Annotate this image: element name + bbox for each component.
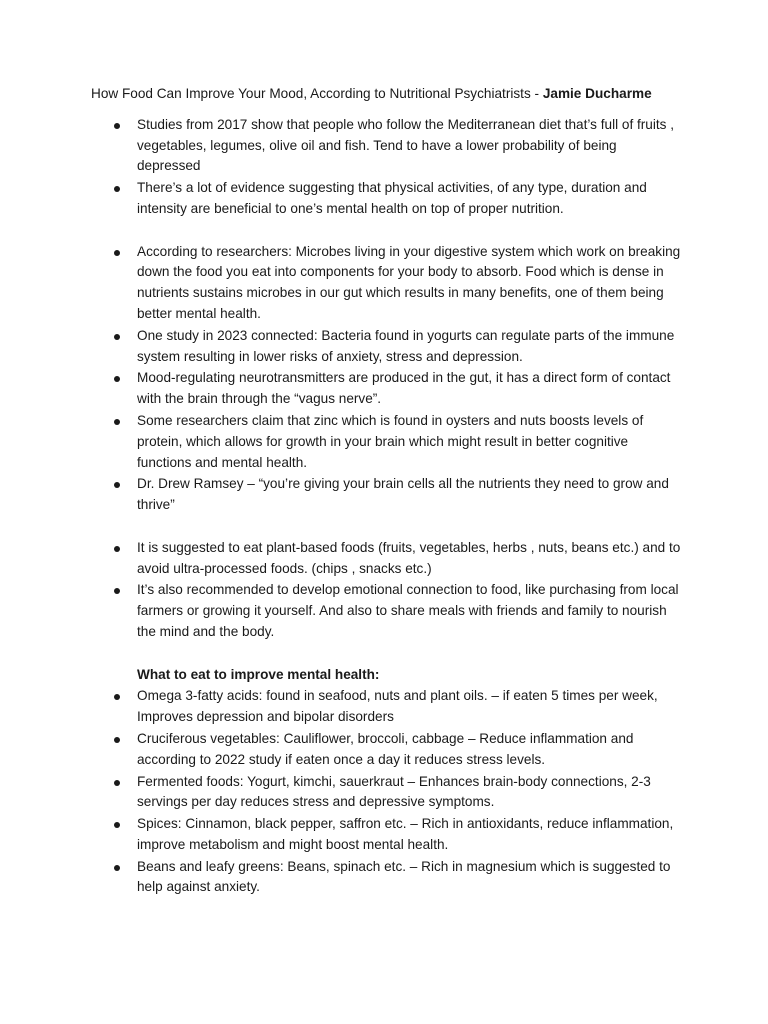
section-heading: What to eat to improve mental health:	[137, 666, 380, 682]
bullet-list-gut-brain	[91, 242, 683, 516]
document-title	[91, 84, 683, 105]
list-item: It’s also recommended to develop emotional connection to food, like purchasing from local farmers or growing it yourself. And also to share meals with friends and family to nourish the mind and the body.	[91, 580, 683, 642]
list-item: Dr. Drew Ramsey – “you’re giving your brain cells all the nutrients they need to grow and thrive”	[91, 474, 683, 516]
bullet-list-research	[91, 115, 683, 220]
list-item: Some researchers claim that zinc which is found in oysters and nuts boosts levels of protein, which allows for growth in your brain which might result in better cognitive functions and mental health.	[91, 411, 683, 473]
list-item: Omega 3-fatty acids: found in seafood, nuts and plant oils. – if eaten 5 times per week, Improves depression and bipolar disorders	[91, 686, 683, 728]
bullet-list-recommendations	[91, 538, 683, 643]
bullet-list-foods	[91, 686, 683, 898]
list-item: Cruciferous vegetables: Cauliflower, broccoli, cabbage – Reduce inflammation and according to 2022 study if eaten once a day it reduces stress levels.	[91, 729, 683, 771]
list-item: Mood-regulating neurotransmitters are produced in the gut, it has a direct form of contact with the brain through the “vagus nerve”.	[91, 368, 683, 410]
spacer	[91, 221, 683, 242]
list-item: One study in 2023 connected: Bacteria found in yogurts can regulate parts of the immune system resulting in lower risks of anxiety, stress and depression.	[91, 326, 683, 368]
list-item: Spices: Cinnamon, black pepper, saffron etc. – Rich in antioxidants, reduce inflammation, improve metabolism and might boost mental health.	[91, 814, 683, 856]
list-item: Beans and leafy greens: Beans, spinach etc. – Rich in magnesium which is suggested to help against anxiety.	[91, 857, 683, 899]
list-item: Fermented foods: Yogurt, kimchi, sauerkraut – Enhances brain-body connections, 2-3 servings per day reduces stress and depressive symptoms.	[91, 772, 683, 814]
article-title: How Food Can Improve Your Mood, According to Nutritional Psychiatrists -	[91, 86, 543, 101]
list-item: There’s a lot of evidence suggesting that physical activities, of any type, duration and intensity are beneficial to one’s mental health on top of proper nutrition.	[91, 178, 683, 220]
list-item: According to researchers: Microbes living in your digestive system which work on breaking down the food you eat into components for your body to absorb. Food which is dense in nutrients sustains microbes in our gut which results in many benefits, one of them being better mental health.	[91, 242, 683, 325]
spacer	[91, 517, 683, 538]
document-page	[91, 84, 683, 899]
article-author: Jamie Ducharme	[542, 86, 652, 101]
list-item: Studies from 2017 show that people who follow the Mediterranean diet that’s full of fruits , vegetables, legumes, olive oil and fish. Tend to have a lower probability of being depressed	[91, 115, 683, 177]
list-item: It is suggested to eat plant-based foods (fruits, vegetables, herbs , nuts, beans etc.) and to avoid ultra-processed foods. (chips , snacks etc.)	[91, 538, 683, 580]
spacer	[91, 644, 683, 665]
